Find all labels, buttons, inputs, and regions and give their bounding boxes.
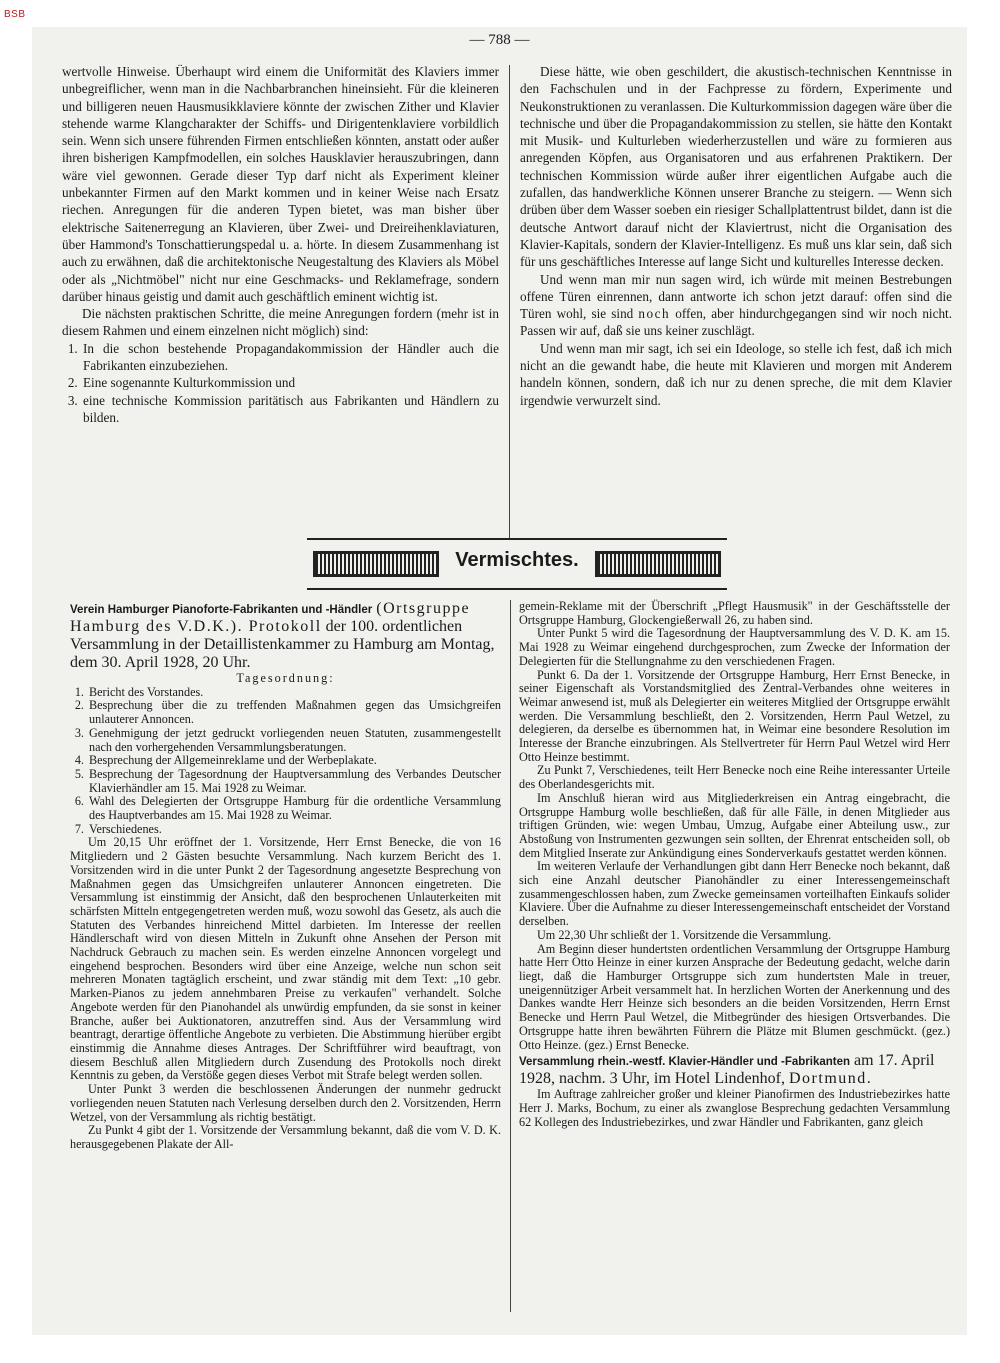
- section-banner: [307, 538, 727, 590]
- paragraph: Die nächsten praktischen Schritte, die meine Anregungen fordern (mehr ist in diesem Rahmen und einem einzelnen nicht möglich) sind:: [62, 306, 499, 339]
- paragraph: Unter Punkt 5 wird die Tagesordnung der Hauptversammlung des V. D. K. am 15. Mai 1928 zu Weimar eingehend durchgesprochen, zum Zwecke der Information der Delegierten für die Stellungnahme zu den verschiedenen Fragen.: [519, 626, 950, 668]
- agenda-item: 7. Verschiedenes.: [87, 823, 501, 837]
- spaced-text: (Ortsgruppe Hamburg des V.D.K.). Protokoll: [70, 600, 471, 635]
- article-continuation: [62, 63, 952, 543]
- paragraph: Unter Punkt 3 werden die beschlossenen Änderungen der nunmehr gedruckt vorliegenden neuen Statuten nach Verlesung derselben durch den 2. Vorsitzenden, Herrn Wetzel, von der Versammlung als richtig bestätigt.: [70, 1082, 501, 1124]
- ornament-bar-right: [595, 551, 721, 577]
- ornament-bar-left: [313, 551, 439, 577]
- agenda-item: 3. Genehmigung der jetzt gedruckt vorliegenden neuen Statuten, zusammengestellt nach den vorhergehenden Versammlungsberatungen.: [87, 727, 501, 754]
- page-number: — 788 —: [469, 32, 530, 48]
- article-heading: Versammlung rhein.-westf. Klavier-Händler und -Fabrikanten: [519, 1056, 851, 1069]
- text-run: offen, aber hindurchgegangen sind wir noch nicht. Passen wir auf, daß sie uns keiner zuschlägt.: [520, 306, 952, 339]
- list-item: 2. Eine sogenannte Kulturkommission und: [81, 374, 499, 391]
- paragraph: Im Auftrage zahlreicher großer und kleiner Pianofirmen des Industriebezirkes hatte Herr J. Marks, Bochum, zu einer als zwanglose Besprechung gedachten Versammlung 62 Kollegen des Industriebezirkes, und zwar Händler und Fabrikanten, ganz gleich: [519, 1087, 950, 1129]
- paragraph: [520, 271, 952, 340]
- paragraph: Diese hätte, wie oben geschildert, die akustisch-technischen Kenntnisse in den Fachschulen und in der Fachpresse zu fördern, Experimente und Neukonstruktionen zu veranlassen. Die Kulturkommission dagegen wäre über die technische und über die Propagandakommission zu stellen, sie hätte den Kontakt mit Musik- und Kulturleben wiederherzustellen und wäre zu formieren aus anregenden Köpfen, aus Organisatoren und aus erfahrenen Praktikern. Der technischen Kommission würde außer ihrer eigentlichen Aufgabe auch die zufallen, das handwerkliche Können unserer Branche zu steigern. — Wenn sich drüben über dem Wasser soeben ein riesiger Schallplattentrust bildet, dann ist die deutsche Antwort darauf nicht der Klaviertrust, nicht die Organisation des Klavier-Kapitals, sondern der Klavier-Intelligenz. Es muß uns klar sein, daß sich für uns geschäftliches Interesse auf lange Sicht und kulturelles Interesse decken.: [520, 64, 952, 270]
- paragraph: Im weiteren Verlaufe der Verhandlungen gibt dann Herr Benecke noch bekannt, daß sich eine Anzahl deutscher Pianohändler zu einer Interessengemeinschaft zusammengeschlossen haben, zum Zwecke gemeinsamen vorteilhaften Einkaufs solider Klaviere. Über die Aufnahme zu dieser Interessengemeinschaft entscheidet der Vorstand derselben.: [519, 859, 950, 929]
- proposal-list: [62, 340, 499, 426]
- paragraph: Im Anschluß hieran wird aus Mitgliederkreisen ein Antrag eingebracht, die Ortsgruppe Hamburg wolle beschließen, daß für alle Fälle, in denen Mitglieder aus triftigen Gründen, wie: wegen Umbau, Umzug, Aufgabe einer Abteilung usw., zur Abstoßung von Instrumenten gezwungen sein sollten, der Ehrenrat entscheiden soll, ob dem Mitglied Inserate zur Ankündigung eines Sonderverkaufs gestattet werden können.: [519, 790, 950, 860]
- text-run: am 17. April 1928, nachm. 3 Uhr, im Hotel Lindenhof,: [519, 1052, 935, 1088]
- agenda-item: 4. Besprechung der Allgemeinreklame und der Werbeplakate.: [87, 754, 501, 768]
- text-run: Und wenn man mir nun sagen wird, ich würde mit meinen Bestrebungen offene Türen einrennen, dann antworte ich schon jetzt darauf: offen sind die Türen wohl, sie sind: [520, 271, 952, 322]
- agenda-item: 2. Besprechung über die zu treffenden Maßnahmen gegen das Umsichgreifen unlauterer Annoncen.: [87, 699, 501, 726]
- place-name: Dortmund: [788, 1070, 867, 1088]
- paragraph: gemein-Reklame mit der Überschrift „Pflegt Hausmusik" in der Geschäftsstelle der Ortsgruppe Hamburg, Glockengießerwall 26, zu haben sind.: [519, 599, 950, 627]
- paragraph: Am Beginn dieser hundertsten ordentlichen Versammlung der Ortsgruppe Hamburg hatte Herr Otto Heinze in einer kurzen Ansprache der Bedeutung gedacht, welche darin liegt, daß die Hamburger Ortsgruppe sich zum hundertsten Male in treuer, uneigennütziger Arbeit versammelt hat. In herzlichen Worten der Anerkennung und des Dankes wandte Herr Heinze sich besonders an die beiden Vorsitzenden, Herrn Ernst Benecke und Herrn Paul Wetzel, die Mitbegründer des hiesigen Ortsverbandes. Die Ortsgruppe hatte ihren bewährten Führern die Plätze mit Blumen geschmückt. (gez.) Otto Heinze. (gez.) Ernst Benecke.: [519, 941, 950, 1052]
- column-divider: [509, 65, 510, 540]
- section-title: Vermischtes.: [455, 549, 579, 571]
- agenda-title: Tagesordnung:: [236, 671, 335, 685]
- paragraph: Zu Punkt 4 gibt der 1. Vorsitzende der Versammlung bekannt, daß die vom V. D. K. herausgegebenen Plakate der All-: [70, 1123, 501, 1151]
- library-watermark: BSB: [4, 9, 26, 20]
- scanned-page: [32, 27, 967, 1335]
- article-heading: Verein Hamburger Pianoforte-Fabrikanten und -Händler: [70, 604, 373, 616]
- column-divider: [510, 600, 511, 1312]
- agenda-item: 6. Wahl des Delegierten der Ortsgruppe Hamburg für die ordentliche Versammlung des Hauptverbandes am 15. Mai 1928 zu Weimar.: [87, 795, 501, 822]
- list-item: 1. In die schon bestehende Propagandakommission der Händler auch die Fabrikanten einzubeziehen.: [81, 340, 499, 375]
- emphasized-word: noch: [638, 306, 671, 322]
- upper-right-column: [520, 63, 952, 409]
- paragraph: Punkt 6. Da der 1. Vorsitzende der Ortsgruppe Hamburg, Herr Ernst Benecke, in seiner Eigenschaft als Vorstandsmitglied des Zentral-Verbandes ohne weiteres in Weimar anwesend ist, muß als Delegierter ein weiteres Mitglied der Ortsgruppe erwählt werden. Die Versammlung beschließt, den 2. Vorsitzenden, Herrn Paul Wetzel, zu delegieren, da derselbe es übernommen hat, in Weimar eine besondere Resolution im Interesse der Branche einzubringen. Als Stellvertreter für Herrn Paul Wetzel wird Herr Otto Heinze bestimmt.: [519, 667, 950, 764]
- agenda-list: [70, 686, 501, 837]
- text-run: der 100. ordentlichen Versammlung in der Detaillistenkammer zu Hamburg am Montag, dem 30. April 1928, 20 Uhr.: [70, 618, 495, 671]
- miscellaneous-section: [70, 600, 950, 1320]
- list-item: 3. eine technische Kommission paritätisch aus Fabrikanten und Händlern zu bilden.: [81, 392, 499, 427]
- agenda-item: 5. Besprechung der Tagesordnung der Hauptversammlung des Verbandes Deutscher Klavierhändler am 15. Mai 1928 zu Weimar.: [87, 768, 501, 795]
- agenda-item: 1. Bericht des Vorstandes.: [87, 686, 501, 700]
- paragraph: Zu Punkt 7, Verschiedenes, teilt Herr Benecke noch eine Reihe interessanter Urteile des Oberlandesgerichts mit.: [519, 763, 950, 792]
- lower-left-column: [70, 600, 501, 1152]
- paragraph: Um 22,30 Uhr schließt der 1. Vorsitzende die Versammlung.: [537, 927, 832, 942]
- text-run: .: [866, 1070, 871, 1088]
- upper-left-column: [62, 63, 499, 426]
- lower-right-column: [519, 600, 950, 1129]
- paragraph: wertvolle Hinweise. Überhaupt wird einem die Uniformität des Klaviers immer unbegreiflicher, wenn man in die Nachbarbranchen hineinsieht. Für die kleineren und billigeren neuen Hausmusikklaviere könnte der zwischen Zither und Klavier stehende warme Klangcharakter der Schiffs- und Dirigentenklaviere vorbildlich sein. Wenn sich unsere führenden Firmen entschließen könnten, anstatt oder außer ihren bisherigen Kampfmodellen, ein solches Hausklavier herauszubringen, dann wäre viel gewonnen. Gerade dieser Typ darf nicht als Experiment kleiner unbekannter Firmen auf den Markt kommen und in keiner Weise nach Ersatz riechen. Anregungen für die anderen Typen bietet, was man bisher über elektrische Saitenerregung an Klavieren, über Zwei- und Dreireihenklaviaturen, über Hammond's Tonschattierungspedal u. a. hörte. In diesem Zusammenhang ist auch zu erwähnen, daß die architektonische Neugestaltung des Klaviers als Möbel oder als „Nichtmöbel" nicht nur eine Geschmacks- und Reklamefrage, sondern darüber hinaus geistig und damit auch geschäftlich eminent wichtig ist.: [62, 64, 499, 304]
- paragraph: Und wenn man mir sagt, ich sei ein Ideologe, so stelle ich fest, daß ich mich nicht an die gewandt habe, die heute mit Klavieren und morgen mit Anderem handeln können, sondern, daß ich nur zu denen spreche, die mit dem Klavier irgendwie verwurzelt sind.: [520, 340, 952, 408]
- paragraph: Um 20,15 Uhr eröffnet der 1. Vorsitzende, Herr Ernst Benecke, die von 16 Mitgliedern und 2 Gästen besuchte Versammlung. Nach kurzem Bericht des 1. Vorsitzenden wird in die unter Punkt 2 der Tagesordnung angesetzte Besprechung von Maßnahmen gegen das Umsichgreifen unlauterer Annoncen eingetreten. Die Versammlung ist einstimmig der Ansicht, daß den besprochenen Unlauterkeiten mit schärfsten Mitteln entgegengetreten werden muß, wozu sowohl das Gesetz, als auch die Statuten des Verbandes hinreichend Mittel darbieten. Im Interesse der reellen Händlerschaft wird von diesen Mitteln in Zukunft ohne Ansehen der Person mit Nachdruck Gebrauch zu machen sein. Es werden einzelne Annoncen vorgelegt und eingehend besprochen. Besonders wird über eine Anzeige, welche nun schon seit mehreren Monaten tagtäglich erscheint, und zwar ständig mit dem Text: „10 gebr. Marken-Pianos zu jedem annehmbaren Preise zu verkaufen" verhandelt. Solche Angebote werden für den Pianohandel als unwürdig empfunden, da sie sonst in keiner Branche, außer bei Auktionatoren, anzutreffen sind. Aus der Versammlung wird beantragt, derartige öffentliche Angebote zu verbieten. Die Abstimmung hierüber ergibt einstimmig die Annahme dieses Antrages. Der Schriftführer wird beauftragt, von diesem Beschluß allen Mitgliedern durch Zusendung des Protokolls noch direkt Kenntnis zu geben, da Verstöße gegen dieses Verbot mit Strafe belegt werden sollen.: [70, 835, 501, 1083]
